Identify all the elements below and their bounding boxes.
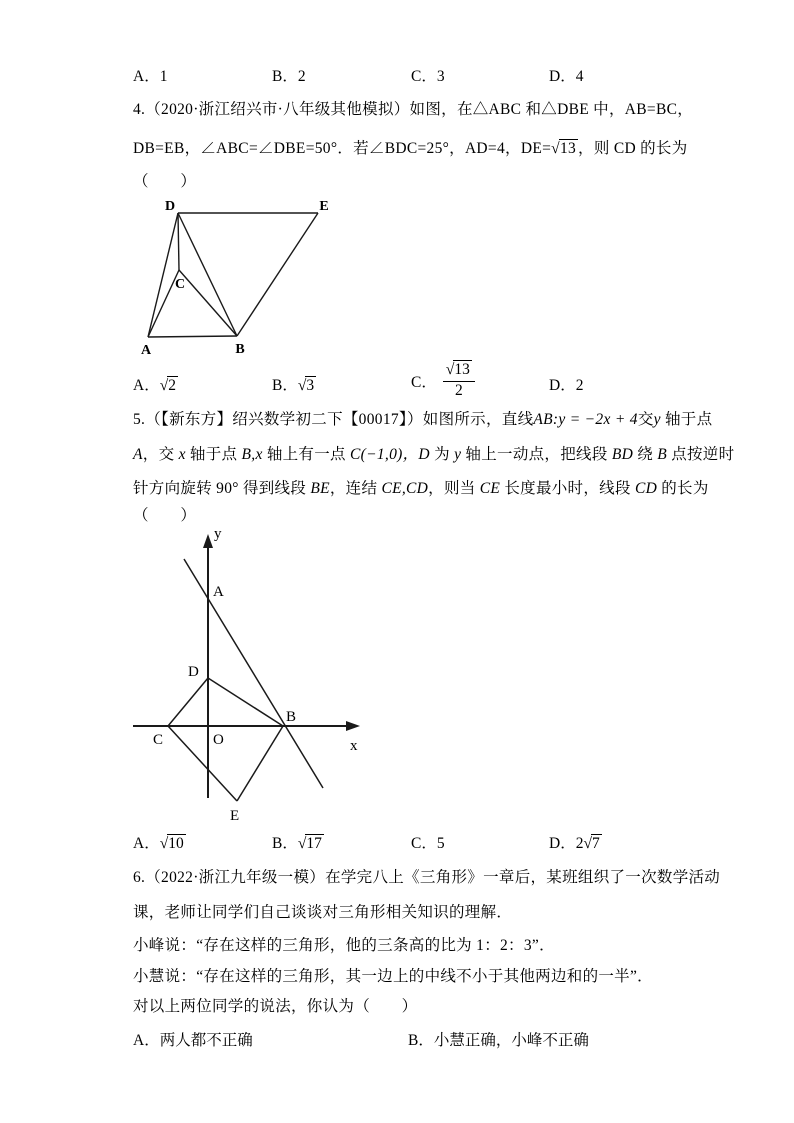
- q4-line-2-text: DB=EB，∠ABC=∠DBE=50°．若∠BDC=25°，AD=4，DE=: [133, 140, 552, 157]
- vertex-label-a: A: [140, 343, 152, 358]
- x-axis-arrow: [346, 721, 360, 731]
- q3-option-a: A．1: [133, 68, 168, 85]
- sqrt-17: √17: [297, 835, 322, 852]
- q5-option-c: C．5: [411, 835, 445, 852]
- point-label-a: A: [213, 584, 224, 600]
- point-label-b: B: [286, 709, 297, 725]
- q6-option-b: B．小慧正确，小峰不正确: [408, 1032, 589, 1049]
- point-label-e: E: [230, 808, 240, 824]
- sqrt-13: √13: [551, 140, 577, 157]
- triangle-lines: [148, 213, 318, 337]
- origin-label: O: [213, 732, 224, 748]
- q4-answer-paren: （ ）: [133, 173, 197, 190]
- q3-option-b: B．2: [272, 68, 306, 85]
- sqrt-3: √3: [297, 377, 315, 394]
- vertex-label-d: D: [164, 199, 176, 214]
- q3-option-c: C．3: [411, 68, 445, 85]
- y-axis-arrow: [203, 534, 213, 548]
- q6-line-2: 课，老师让同学们自己谈谈对三角形相关知识的理解．: [133, 904, 513, 921]
- q5-line-3: 针方向旋转 90° 得到线段 BE，连结 CE,CD，则当 CE 长度最小时，线段 CD 的长为: [133, 480, 709, 497]
- figure-triangles: [128, 196, 340, 360]
- q5-answer-paren: （ ）: [133, 507, 197, 524]
- axis-label-y: y: [214, 526, 222, 542]
- vertex-label-b: B: [235, 342, 245, 357]
- q4-option-c: C． $\frac{√13}{2}$: [411, 361, 475, 400]
- quadrilateral-CDBE: [168, 678, 283, 801]
- q4-option-a: A．√2: [133, 377, 176, 394]
- point-label-c: C: [153, 732, 164, 748]
- math-point-C: C(−1,0)，: [350, 446, 419, 463]
- q5-line-2: A，交 x 轴于点 B,x 轴上有一点 C(−1,0)，D 为 y 轴上一动点，把线段 BD 绕 B 点按逆时: [133, 446, 735, 463]
- q4-option-d: D．2: [549, 377, 584, 394]
- q4-line-1: 4.（2020·浙江绍兴市·八年级其他模拟）如图，在△ABC 和△DBE 中，AB=BC，: [133, 101, 694, 118]
- q6-option-a: A．两人都不正确: [133, 1032, 253, 1049]
- q4-line-2: DB=EB，∠ABC=∠DBE=50°．若∠BDC=25°，AD=4，DE=√13 ，则 CD 的长为: [133, 140, 688, 157]
- axis-label-x: x: [350, 738, 358, 754]
- point-label-d: D: [188, 664, 199, 680]
- q5-option-b: B．√17: [272, 835, 322, 852]
- sqrt-2: √2: [159, 377, 176, 394]
- math-line-AB-equation: AB:y = −2x + 4: [533, 411, 638, 428]
- axes: [133, 544, 348, 798]
- q5-option-d: D．2√7: [549, 835, 600, 852]
- sqrt-10: √10: [159, 835, 184, 852]
- q4-option-b: B．√3: [272, 377, 315, 394]
- q5-line-1: 5.（【新东方】绍兴数学初二下【00017】）如图所示，直线AB:y = −2x + 4交y 轴于点: [133, 411, 713, 428]
- q6-xiaofeng-statement: 小峰说：“存在这样的三角形，他的三条高的比为 1：2：3”．: [133, 937, 555, 954]
- fraction-sqrt13-over-2: $\frac{√13}{2}$: [443, 361, 475, 400]
- q3-option-d: D．4: [549, 68, 584, 85]
- q6-prompt: 对以上两位同学的说法，你认为（ ）: [133, 998, 418, 1015]
- vertex-label-e: E: [319, 199, 329, 214]
- sqrt-7: √7: [583, 835, 600, 852]
- q5-option-a: A．√10: [133, 835, 184, 852]
- vertex-label-c: C: [174, 277, 186, 292]
- sqrt-13-numerator: √13: [445, 361, 470, 378]
- line-AB: [184, 559, 323, 788]
- q6-line-1: 6.（2022·浙江九年级一模）在学完八上《三角形》一章后，某班组织了一次数学活动: [133, 869, 721, 886]
- q6-xiaohui-statement: 小慧说：“存在这样的三角形，其一边上的中线不小于其他两边和的一半”．: [133, 968, 653, 985]
- figure-coordinate-plane: [126, 522, 368, 824]
